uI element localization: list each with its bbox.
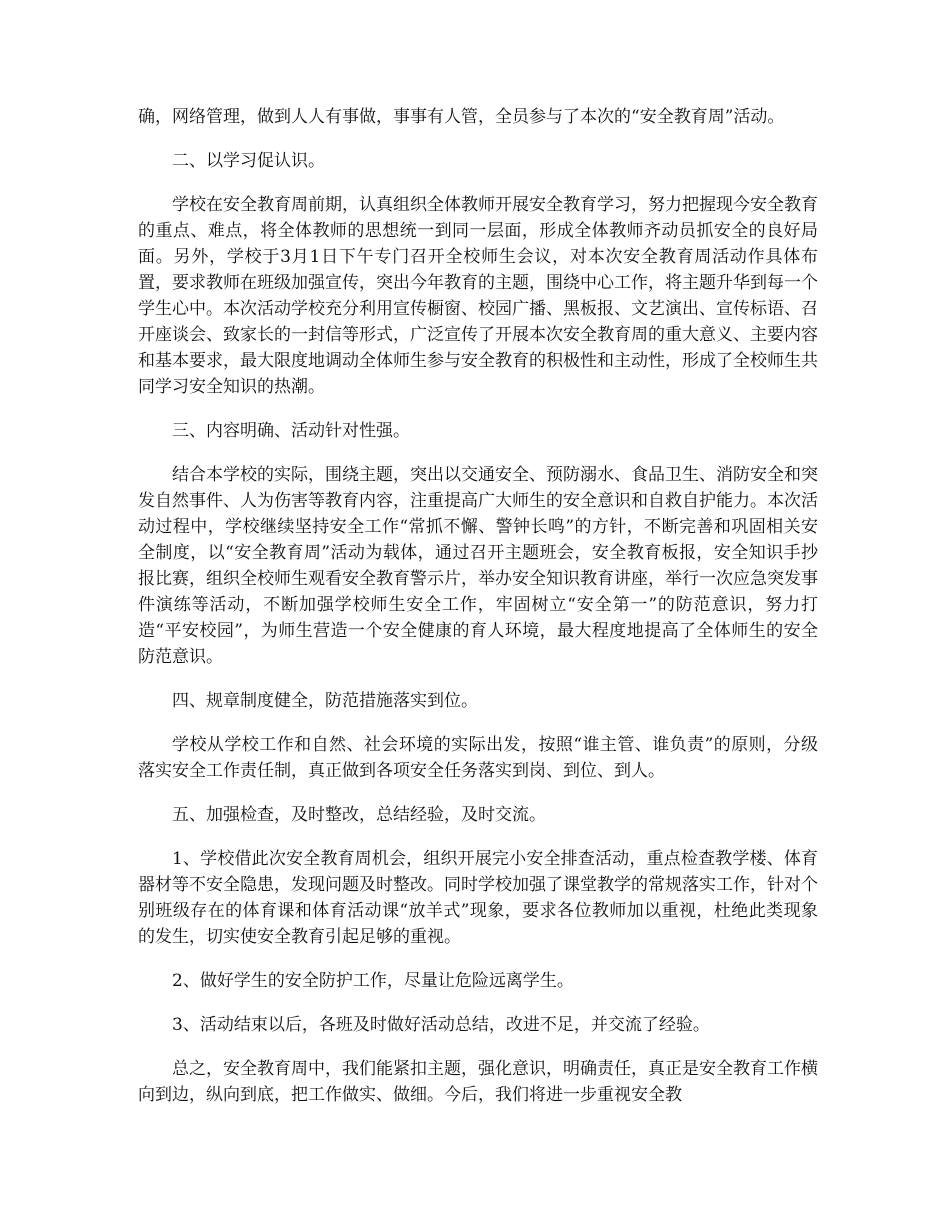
section-heading-5: 五、加强检查，及时整改，总结经验，及时交流。: [172, 805, 546, 825]
paragraph-item-2: 2、做好学生的安全防护工作，尽量让危险远离学生。: [172, 971, 574, 991]
section-heading-4: 四、规章制度健全，防范措施落实到位。: [172, 691, 478, 711]
paragraph-item-3: 3、活动结束以后，各班及时做好活动总结，改进不足，并交流了经验。: [172, 1015, 710, 1035]
paragraph-learning: 学校在安全教育周前期，认真组织全体教师开展安全教育学习，努力把握现今安全教育的重点、难点，将全体教师的思想统一到同一层面，形成全体教师齐动员抓安全的良好局面。另外，学校于3月1日下午专门召开全校师生会议，对本次安全教育周活动作具体布置，要求教师在班级加强宣传，突出今年教育的主题，围绕中心工作，将主题升华到每一个学生心中。本次活动学校充分利用宣传橱窗、校园广播、黑板报、文艺演出、宣传标语、召开座谈会、致家长的一封信等形式，广泛宣传了开展本次安全教育周的重大意义、主要内容和基本要求，最大限度地调动全体师生参与安全教育的积极性和主动性，形成了全校师生共同学习安全知识的热潮。: [138, 195, 818, 397]
section-heading-3: 三、内容明确、活动针对性强。: [172, 421, 410, 441]
paragraph-content: 结合本学校的实际，围绕主题，突出以交通安全、预防溺水、食品卫生、消防安全和突发自然事件、人为伤害等教育内容，注重提高广大师生的安全意识和自救自护能力。本次活动过程中，学校继续坚持安全工作“常抓不懈、警钟长鸣”的方针，不断完善和巩固相关安全制度，以“安全教育周”活动为载体，通过召开主题班会，安全教育板报，安全知识手抄报比赛，组织全校师生观看安全教育警示片，举办安全知识教育讲座，举行一次应急突发事件演练等活动，不断加强学校师生安全工作，牢固树立“安全第一”的防范意识，努力打造“平安校园”，为师生营造一个安全健康的育人环境，最大程度地提高了全体师生的安全防范意识。: [138, 465, 818, 667]
section-heading-2: 二、以学习促认识。: [172, 151, 325, 171]
paragraph-summary: 总之，安全教育周中，我们能紧扣主题，强化意识，明确责任，真正是安全教育工作横向到边，纵向到底，把工作做实、做细。今后，我们将进一步重视安全教: [138, 1059, 818, 1105]
paragraph-rules: 学校从学校工作和自然、社会环境的实际出发，按照“谁主管、谁负责”的原则，分级落实安全工作责任制，真正做到各项安全任务落实到岗、到位、到人。: [138, 735, 818, 781]
paragraph-item-1: 1、学校借此次安全教育周机会，组织开展完小安全排查活动，重点检查教学楼、体育器材等不安全隐患，发现问题及时整改。同时学校加强了课堂教学的常规落实工作，针对个别班级存在的体育课和体育活动课“放羊式”现象，要求各位教师加以重视，杜绝此类现象的发生，切实使安全教育引起足够的重视。: [138, 849, 818, 947]
paragraph-continuation: 确，网络管理，做到人人有事做，事事有人管，全员参与了本次的“安全教育周”活动。: [138, 107, 785, 127]
document-page: [138, 104, 818, 1126]
